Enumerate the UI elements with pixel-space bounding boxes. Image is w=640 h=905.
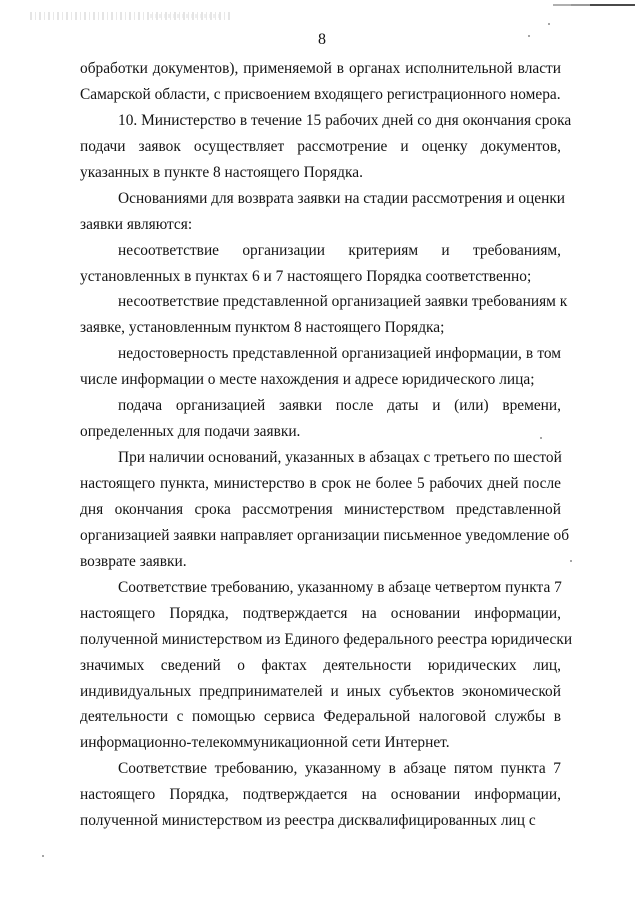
paragraph — [80, 56, 561, 108]
text-line: указанных в пункте 8 настоящего Порядка. — [80, 163, 363, 181]
paragraph — [80, 108, 572, 186]
paragraph — [80, 238, 561, 290]
paragraph — [80, 575, 573, 757]
paragraph — [80, 756, 561, 834]
text-line: несоответствие представленной организацией заявки требованиям к — [118, 293, 568, 311]
document-body — [80, 56, 573, 834]
text-line: 10. Министерство в течение 15 рабочих дней со дня окончания срока — [118, 111, 572, 129]
text-line: подачи заявок осуществляет рассмотрение и оценку документов, — [80, 137, 561, 155]
scan-speck — [42, 855, 44, 857]
text-line: настоящего пункта, министерство в срок не более 5 рабочих дней после — [80, 475, 561, 492]
text-line: числе информации о месте нахождения и адресе юридического лица; — [80, 371, 535, 389]
text-line: настоящего Порядка, подтверждается на основании информации, — [80, 786, 561, 804]
text-line: индивидуальных предпринимателей и иных субъектов экономической — [80, 682, 561, 700]
text-line: полученной министерством из Единого федерального реестра юридически — [80, 630, 573, 648]
text-line: подача организацией заявки после даты и (или) времени, — [118, 397, 561, 415]
paragraph — [80, 289, 568, 341]
scan-edge-line — [553, 4, 635, 6]
paragraph — [80, 445, 570, 575]
text-line: дня окончания срока рассмотрения министерством представленной — [80, 500, 561, 518]
paragraph — [80, 341, 561, 393]
text-line: Самарской области, с присвоением входящего регистрационного номера. — [80, 85, 561, 103]
text-line: установленных в пунктах 6 и 7 настоящего Порядка соответственно; — [80, 267, 532, 285]
scan-artifact — [150, 14, 220, 18]
text-line: Соответствие требованию, указанному в абзаце четвертом пункта 7 — [118, 578, 562, 596]
text-line: Соответствие требованию, указанному в абзаце пятом пункта 7 — [118, 760, 561, 778]
text-line: настоящего Порядка, подтверждается на основании информации, — [80, 604, 561, 622]
scan-speck — [548, 23, 550, 25]
text-line: При наличии оснований, указанных в абзацах с третьего по шестой — [118, 449, 562, 467]
text-line: определенных для подачи заявки. — [80, 423, 301, 441]
text-line: Основаниями для возврата заявки на стадии рассмотрения и оценки — [118, 189, 566, 207]
page-number: 8 — [318, 31, 326, 48]
paragraph — [80, 393, 561, 445]
text-line: недостоверность представленной организацией информации, в том — [118, 345, 561, 363]
scan-speck — [570, 560, 572, 562]
paragraph — [80, 186, 566, 238]
text-line: заявки являются: — [80, 215, 193, 233]
text-line: несоответствие организации критериям и требованиям, — [118, 241, 561, 259]
text-line: полученной министерством из реестра дисквалифицированных лиц с — [80, 812, 536, 830]
text-line: значимых сведений о фактах деятельности юридических лиц, — [80, 656, 561, 674]
text-line: заявке, установленным пунктом 8 настоящего Порядка; — [80, 319, 445, 337]
text-line: обработки документов), применяемой в органах исполнительной власти — [80, 60, 561, 77]
text-line: информационно-телекоммуникационной сети Интернет. — [80, 734, 450, 752]
text-line: возврате заявки. — [80, 552, 187, 570]
text-line: организацией заявки направляет организации письменное уведомление об — [80, 526, 570, 544]
text-line: деятельности с помощью сервиса Федеральной налоговой службы в — [80, 708, 561, 726]
